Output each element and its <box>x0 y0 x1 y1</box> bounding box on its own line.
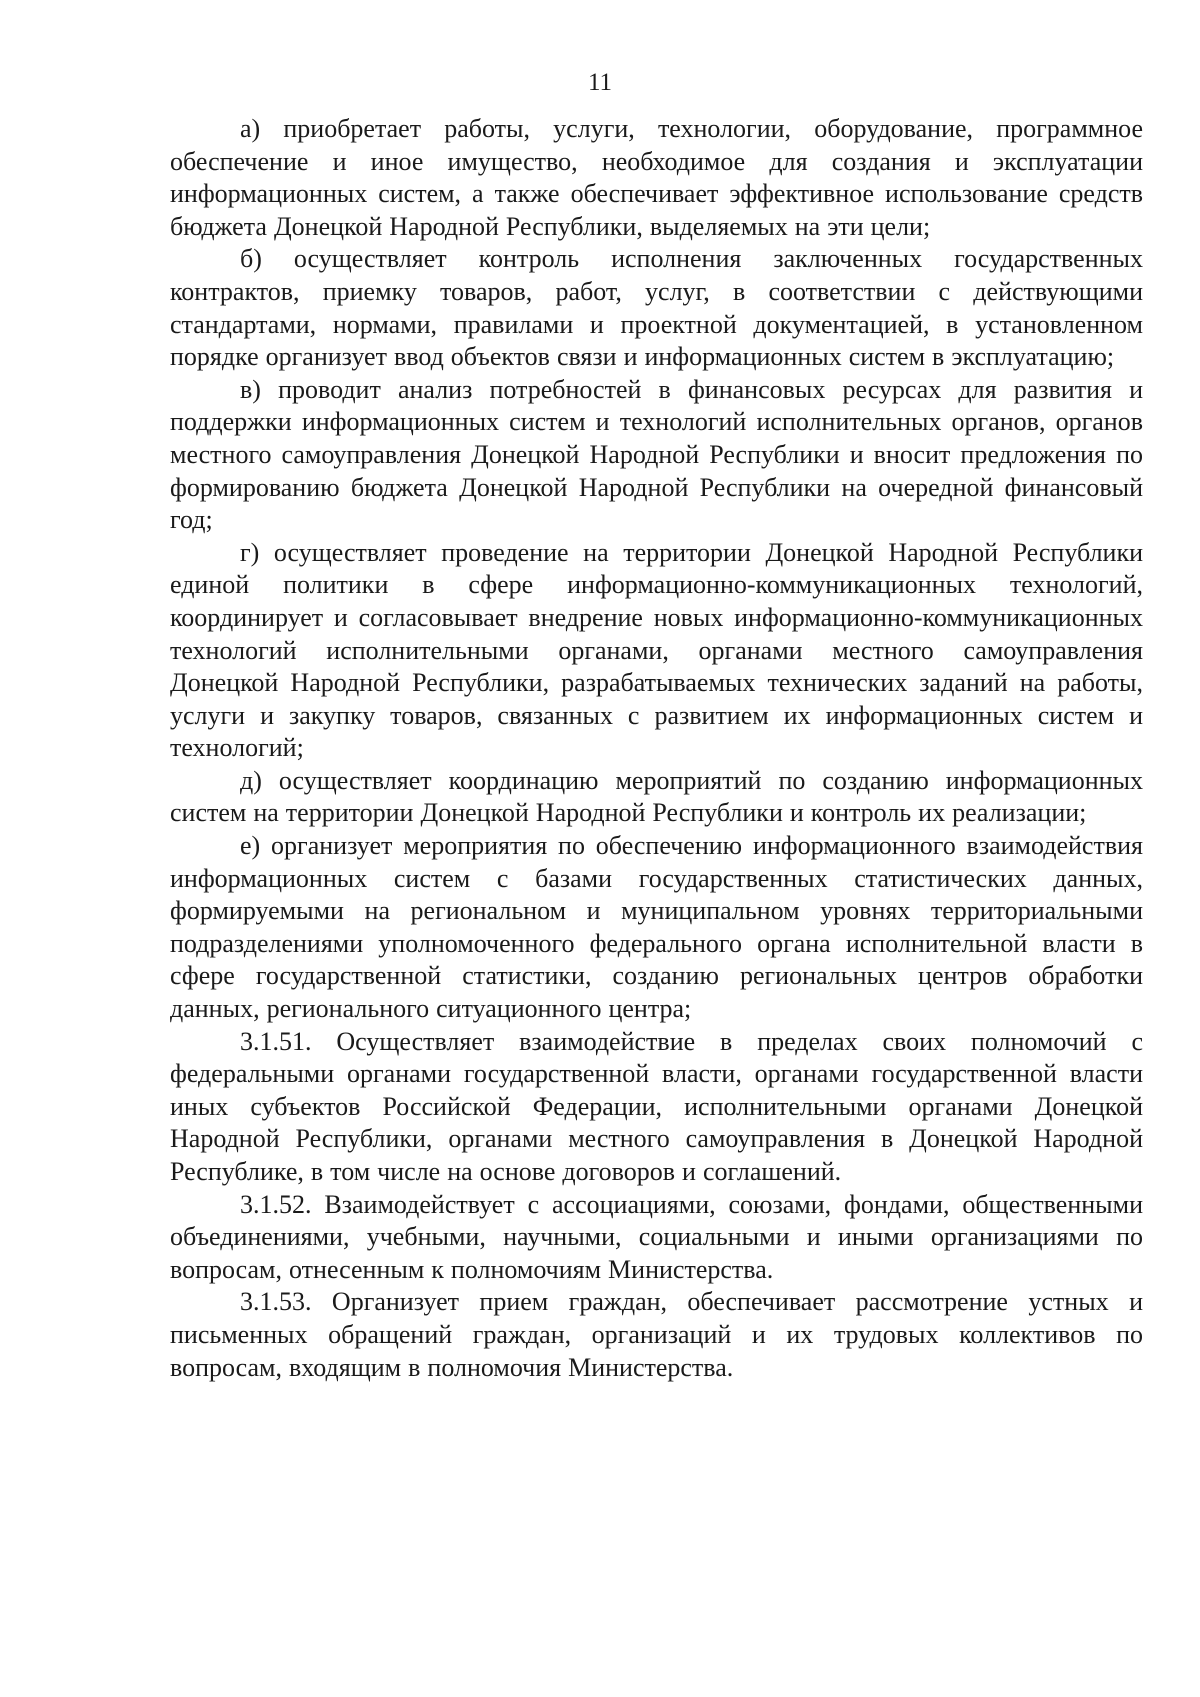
paragraph-d: д) осуществляет координацию мероприятий по созданию информационных систем на территории Донецкой Народной Республики и контроль их реализации; <box>170 765 1143 828</box>
paragraph-v: в) проводит анализ потребностей в финансовых ресурсах для развития и поддержки информационных систем и технологий исполнительных органов, органов местного самоуправления Донецкой Народной Республики и вносит предложения по формированию бюджета Донецкой Народной Республики на очередной финансовый год; <box>170 374 1143 535</box>
paragraph-e: е) организует мероприятия по обеспечению информационного взаимодействия информационных систем с базами государственных статистических данных, формируемыми на региональном и муниципальном уровнях территориальными подразделениями уполномоченного федерального органа исполнительной власти в сфере государственной статистики, созданию региональных центров обработки данных, регионального ситуационного центра; <box>170 831 1143 1024</box>
page-number: 11 <box>587 69 613 96</box>
paragraph-a: а) приобретает работы, услуги, технологии, оборудование, программное обеспечение и иное имущество, необходимое для создания и эксплуатации информационных систем, а также обеспечивает эффективное использование средств бюджета Донецкой Народной Республики, выделяемых на эти цели; <box>170 114 1143 241</box>
clause-3-1-53: 3.1.53. Организует прием граждан, обеспечивает рассмотрение устных и письменных обращений граждан, организаций и их трудовых коллективов по вопросам, входящим в полномочия Министерства. <box>170 1287 1143 1382</box>
clause-3-1-51: 3.1.51. Осуществляет взаимодействие в пределах своих полномочий с федеральными органами государственной власти, органами государственной власти иных субъектов Российской Федерации, исполнительными органами Донецкой Народной Республики, органами местного самоуправления в Донецкой Народной Республике, в том числе на основе договоров и соглашений. <box>170 1026 1143 1186</box>
clause-3-1-52: 3.1.52. Взаимодействует с ассоциациями, союзами, фондами, общественными объединениями, учебными, научными, социальными и иными организациями по вопросам, отнесенным к полномочиям Министерства. <box>170 1189 1143 1284</box>
document-body <box>170 113 1143 1384</box>
paragraph-g: г) осуществляет проведение на территории Донецкой Народной Республики единой политики в сфере информационно-коммуникационных технологий, координирует и согласовывает внедрение новых информационно-коммуникационных технологий исполнительными органами, органами местного самоуправления Донецкой Народной Республики, разрабатываемых технических заданий на работы, услуги и закупку товаров, связанных с развитием их информационных систем и технологий; <box>170 537 1143 763</box>
paragraph-b: б) осуществляет контроль исполнения заключенных государственных контрактов, приемку товаров, работ, услуг, в соответствии с действующими стандартами, нормами, правилами и проектной документацией, в установленном порядке организует ввод объектов связи и информационных систем в эксплуатацию; <box>170 244 1143 372</box>
